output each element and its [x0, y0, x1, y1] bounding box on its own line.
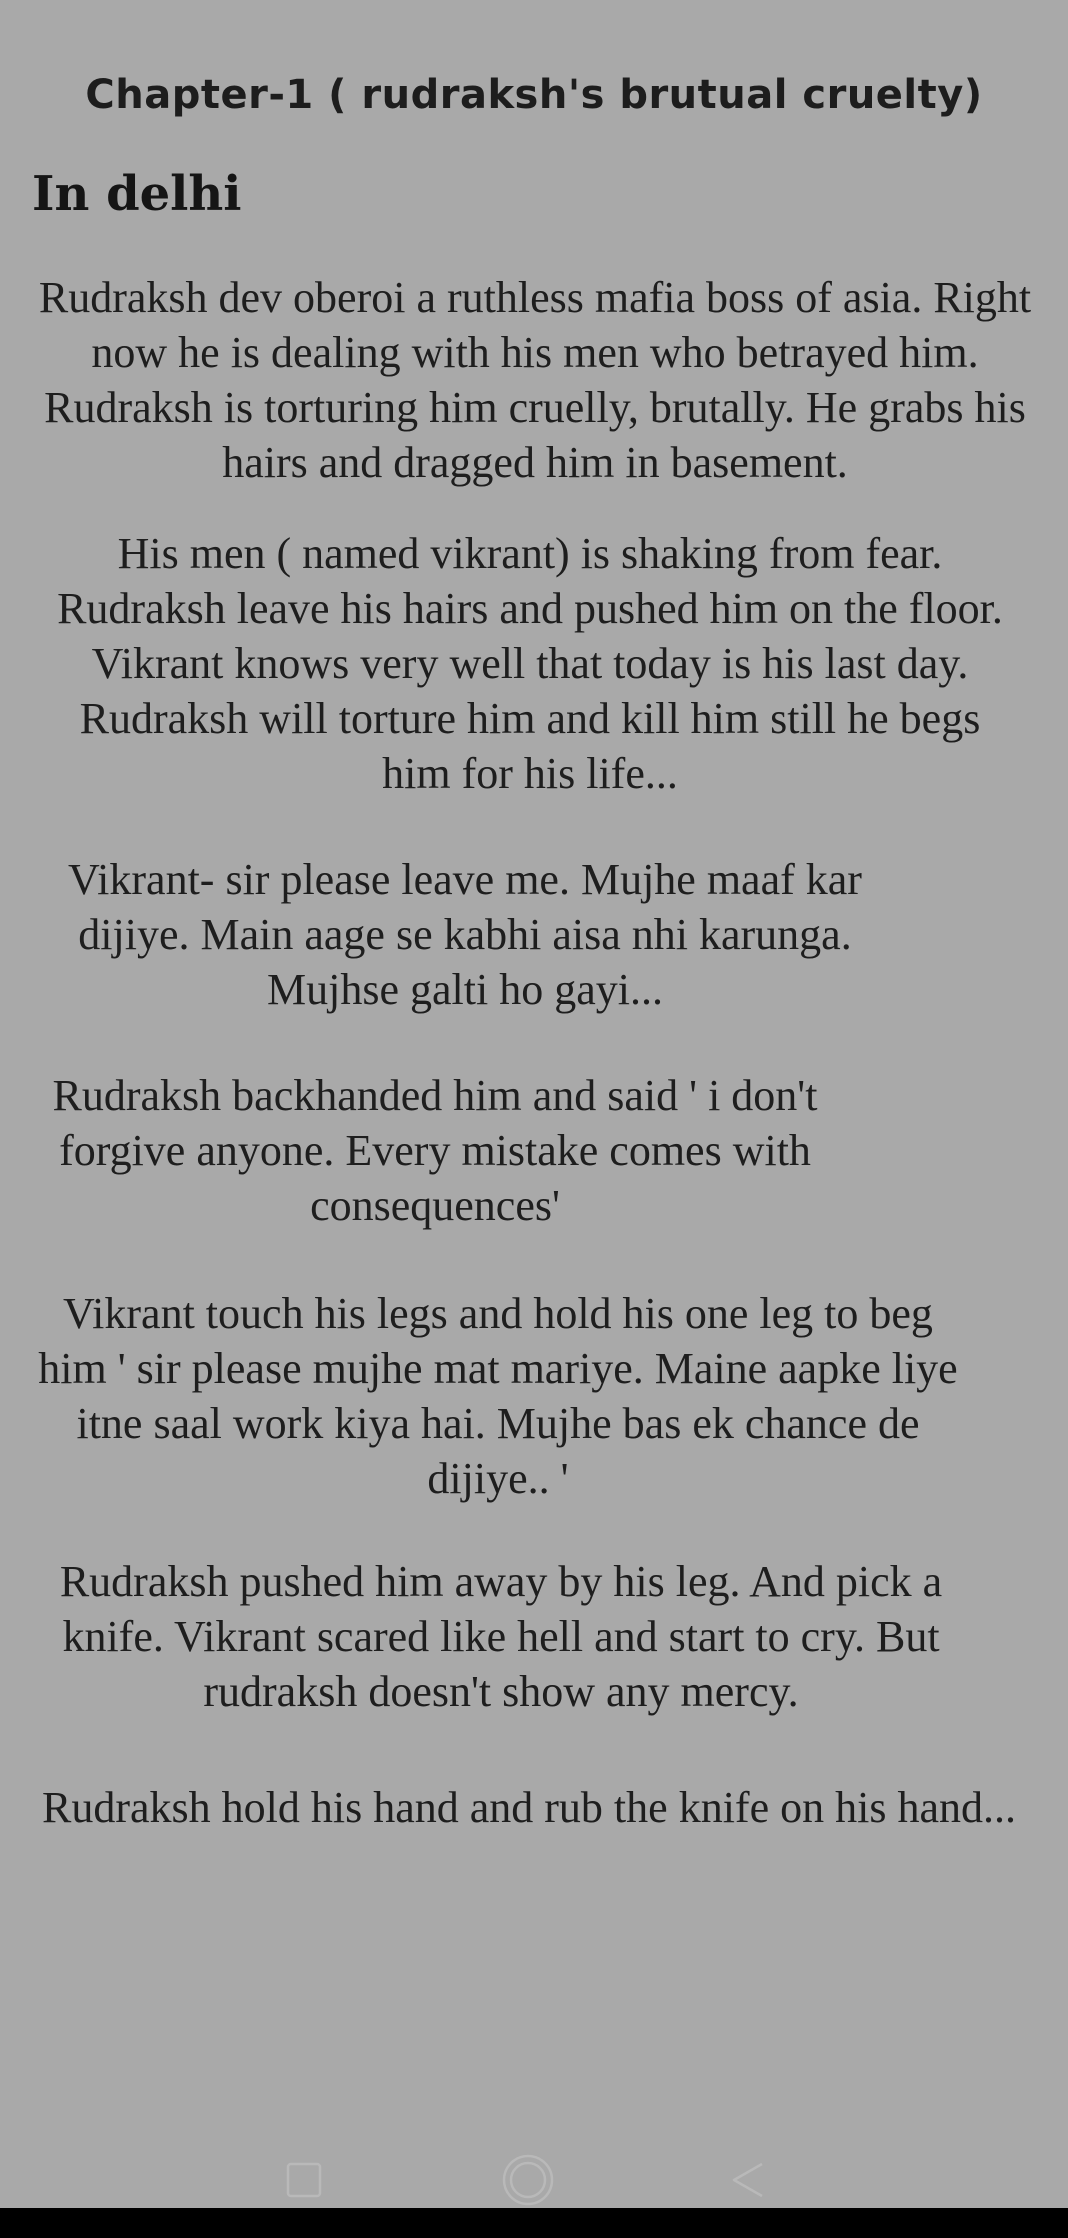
story-paragraph: Rudraksh pushed him away by his leg. And pick a knife. Vikrant scared like hell and start to cry. But rudraksh doesn't show any mercy. — [59, 1557, 943, 1716]
bottom-system-bar — [0, 2208, 1068, 2238]
story-paragraph: Rudraksh dev oberoi a ruthless mafia boss of asia. Right now he is dealing with his men who betrayed him. Rudraksh is torturing him cruelly, brutally. He grabs his hairs and dragged him in basement. — [38, 273, 1032, 487]
back-button[interactable] — [718, 2150, 778, 2210]
chapter-title: Chapter-1 ( rudraksh's brutual cruelty) — [85, 72, 983, 118]
story-paragraph: Vikrant touch his legs and hold his one leg to beg him ' sir please mujhe mat mariye. Maine aapke liye itne saal work kiya hai. Mujhe bas ek chance de dijiye.. ' — [38, 1289, 958, 1503]
system-navigation-bar — [0, 2140, 1068, 2208]
story-paragraph: His men ( named vikrant) is shaking from fear. Rudraksh leave his hairs and pushed him on the floor. Vikrant knows very well that today is his last day. Rudraksh will torture him and kill him still he begs him for his life... — [57, 529, 1003, 798]
triangle-back-icon — [728, 2160, 768, 2200]
story-paragraph: Vikrant- sir please leave me. Mujhe maaf kar dijiye. Main aage se kabhi aisa nhi karunga. Mujhse galti ho gayi... — [68, 855, 862, 1014]
story-paragraph: Rudraksh hold his hand and rub the knife on his hand... — [42, 1783, 1016, 1832]
story-paragraph: Rudraksh backhanded him and said ' i don't forgive anyone. Every mistake comes with consequences' — [52, 1071, 818, 1230]
location-heading: In delhi — [32, 166, 242, 222]
recents-button[interactable] — [274, 2150, 334, 2210]
home-button[interactable] — [498, 2150, 558, 2210]
circle-icon — [501, 2153, 555, 2207]
square-icon — [286, 2162, 322, 2198]
